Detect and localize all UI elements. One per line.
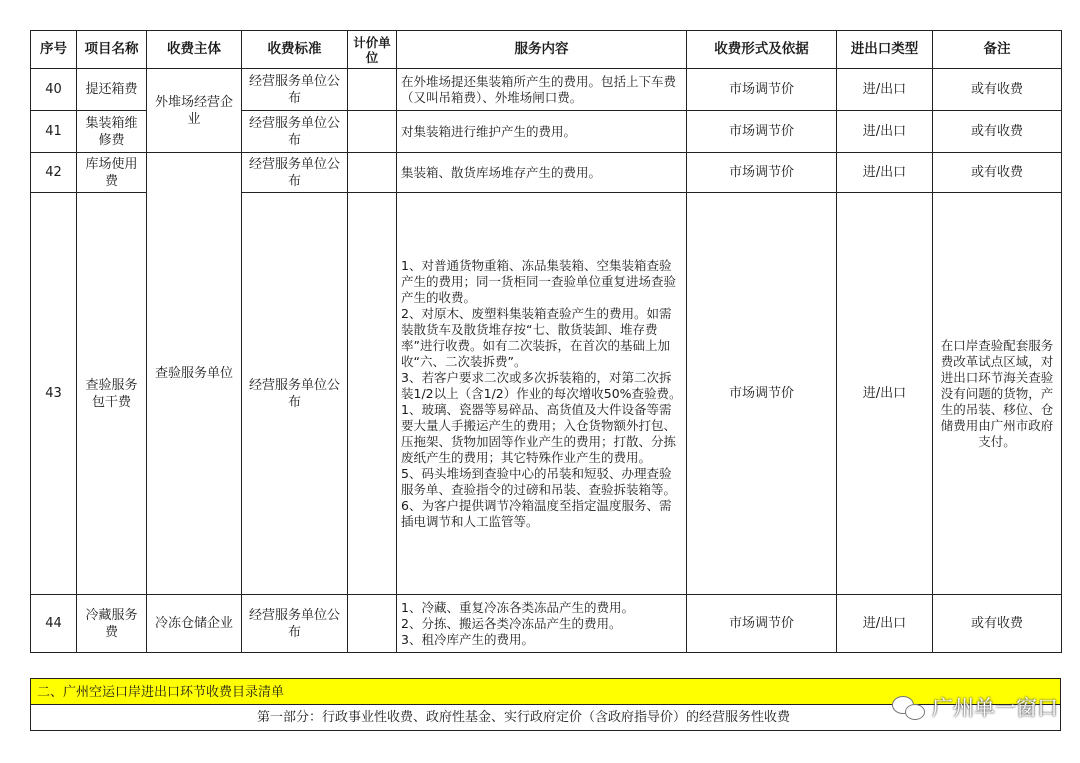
cell-subject: 查验服务单位	[147, 153, 242, 595]
cell-name: 冷藏服务费	[77, 595, 147, 653]
cell-standard: 经营服务单位公布	[242, 193, 348, 595]
content-line: 5、码头堆场到查验中心的吊装和短驳、办理查验服务单、查验指令的过磅和吊装、查验拆装箱等。	[401, 465, 677, 497]
part-title: 第一部分：行政事业性收费、政府性基金、实行政府定价（含政府指导价）的经营服务性收费	[30, 705, 1061, 731]
fee-table	[30, 30, 1062, 653]
cell-basis: 市场调节价	[687, 111, 837, 153]
content-line: 集装箱、散货库场堆存产生的费用。	[401, 164, 602, 180]
cell-ie-type: 进/出口	[837, 153, 933, 193]
content-line: 3、租冷库产生的费用。	[401, 631, 534, 647]
cell-unit	[348, 193, 397, 595]
table-row	[31, 69, 1062, 111]
cell-standard: 经营服务单位公布	[242, 111, 348, 153]
header-subject: 收费主体	[147, 31, 242, 69]
content-line: 1、对普通货物重箱、冻品集装箱、空集装箱查验产生的费用；同一货柜同一查验单位重复进场查验产生的收费。	[401, 257, 677, 305]
content-line: 3、若客户要求二次或多次拆装箱的，对第二次拆装1/2以上（含1/2）作业的每次增收50%查验费。	[401, 369, 682, 401]
cell-name: 提还箱费	[77, 69, 147, 111]
cell-name: 库场使用费	[77, 153, 147, 193]
cell-remark: 或有收费	[933, 153, 1062, 193]
cell-no: 44	[31, 595, 77, 653]
cell-ie-type: 进/出口	[837, 193, 933, 595]
cell-remark: 或有收费	[933, 69, 1062, 111]
cell-name: 查验服务包干费	[77, 193, 147, 595]
cell-basis: 市场调节价	[687, 69, 837, 111]
cell-unit	[348, 69, 397, 111]
cell-remark: 或有收费	[933, 595, 1062, 653]
section-title: 二、广州空运口岸进出口环节收费目录清单	[30, 678, 1061, 705]
cell-ie-type: 进/出口	[837, 595, 933, 653]
cell-content	[397, 595, 687, 653]
wechat-icon	[892, 694, 926, 720]
content-line: 6、为客户提供调节冷箱温度至指定温度服务、需插电调节和人工监管等。	[401, 497, 672, 529]
cell-content	[397, 153, 687, 193]
cell-unit	[348, 595, 397, 653]
cell-subject: 外堆场经营企业	[147, 69, 242, 153]
cell-basis: 市场调节价	[687, 193, 837, 595]
header-name: 项目名称	[77, 31, 147, 69]
cell-standard: 经营服务单位公布	[242, 595, 348, 653]
content-line: 2、分拣、搬运各类冷冻品产生的费用。	[401, 615, 622, 631]
cell-subject: 冷冻仓储企业	[147, 595, 242, 653]
header-no: 序号	[31, 31, 77, 69]
header-content: 服务内容	[397, 31, 687, 69]
header-ie-type: 进出口类型	[837, 31, 933, 69]
header-row	[31, 31, 1062, 69]
header-basis: 收费形式及依据	[687, 31, 837, 69]
content-line: 在外堆场提还集装箱所产生的费用。包括上下车费（又叫吊箱费）、外堆场闸口费。	[401, 73, 677, 105]
cell-ie-type: 进/出口	[837, 69, 933, 111]
cell-standard: 经营服务单位公布	[242, 153, 348, 193]
content-line: 对集装箱进行维护产生的费用。	[401, 123, 577, 139]
cell-basis: 市场调节价	[687, 595, 837, 653]
content-line: 2、对原木、废塑料集装箱查验产生的费用。如需装散货车及散货堆存按“七、散货装卸、堆存费率”进行收费。如有二次装拆，在首次的基础上加收“六、二次装拆费”。	[401, 305, 672, 369]
cell-unit	[348, 153, 397, 193]
header-unit: 计价单位	[348, 31, 397, 69]
cell-content	[397, 69, 687, 111]
watermark	[892, 692, 1058, 722]
content-line: 1、冷藏、重复冷冻各类冻品产生的费用。	[401, 599, 634, 615]
table-row	[31, 153, 1062, 193]
header-standard: 收费标准	[242, 31, 348, 69]
cell-remark: 在口岸查验配套服务费改革试点区域，对进出口环节海关查验没有问题的货物，产生的吊装、移位、仓储费用由广州市政府支付。	[933, 193, 1062, 595]
cell-ie-type: 进/出口	[837, 111, 933, 153]
cell-standard: 经营服务单位公布	[242, 69, 348, 111]
cell-content	[397, 111, 687, 153]
cell-no: 40	[31, 69, 77, 111]
cell-remark: 或有收费	[933, 111, 1062, 153]
table-row	[31, 595, 1062, 653]
cell-name: 集装箱维修费	[77, 111, 147, 153]
cell-no: 41	[31, 111, 77, 153]
cell-unit	[348, 111, 397, 153]
cell-no: 42	[31, 153, 77, 193]
cell-basis: 市场调节价	[687, 153, 837, 193]
header-remark: 备注	[933, 31, 1062, 69]
content-line: 1、玻璃、瓷器等易碎品、高货值及大件设备等需要大量人手搬运产生的费用；入仓货物额外打包、压拖架、货物加固等作业产生的费用；打散、分拣废纸产生的费用；其它特殊作业产生的费用。	[401, 401, 677, 465]
watermark-text: 广州单一窗口	[932, 696, 1058, 720]
cell-no: 43	[31, 193, 77, 595]
cell-content	[397, 193, 687, 595]
